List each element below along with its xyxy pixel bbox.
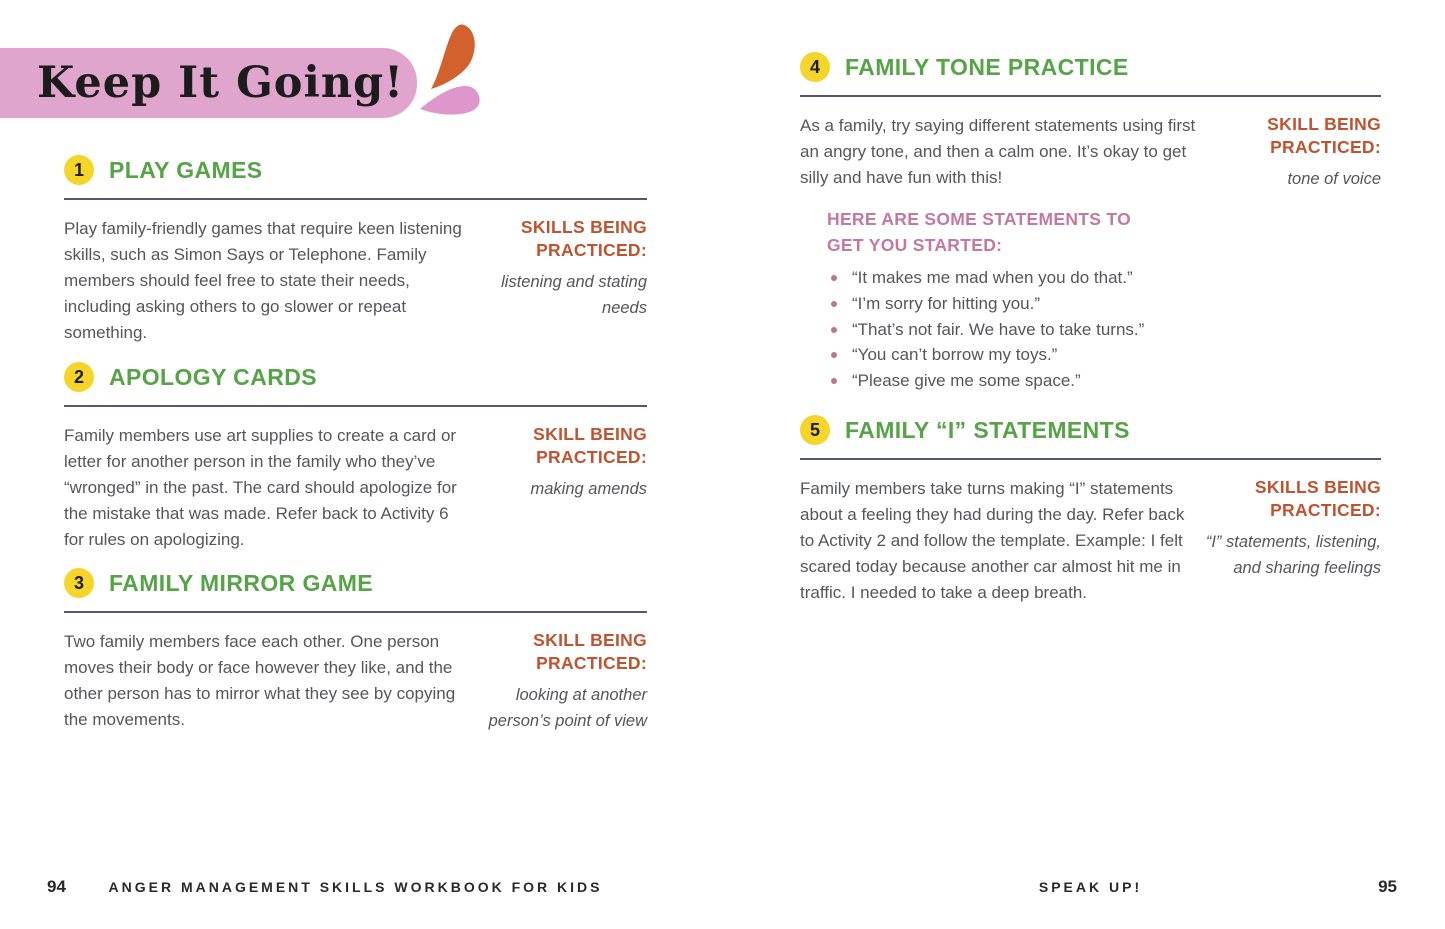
activity-number-badge: [800, 52, 830, 82]
skills-block: [1203, 113, 1381, 192]
activity-section-5: [800, 415, 1381, 606]
page-number-left: 94: [47, 877, 66, 896]
activity-title: FAMILY MIRROR GAME: [109, 569, 374, 596]
statement-item: “It makes me mad when you do that.”: [827, 265, 1381, 291]
activity-3-content: [64, 629, 647, 734]
running-head-right: SPEAK UP!: [1038, 879, 1143, 895]
activity-title: FAMILY “I” STATEMENTS: [845, 416, 1130, 443]
activity-body: Family members use art supplies to create a card or letter for another person in the family who they’ve “wronged” in the past. The card should apologize for the mistake that was made. Refer back to Activity 6 for rules on apologizing.: [64, 426, 457, 549]
skills-block: [469, 629, 647, 734]
activity-section-1: [64, 155, 647, 346]
activity-number-badge: [64, 568, 94, 598]
activity-5-content: [800, 476, 1381, 606]
page-number-right: 95: [1378, 877, 1397, 896]
skills-label: SKILL BEING PRACTICED:: [1267, 114, 1381, 157]
activity-5-header: [800, 415, 1381, 445]
statement-item: “You can’t borrow my toys.”: [827, 342, 1381, 368]
skills-block: [469, 216, 647, 346]
statements-block: [827, 206, 1381, 394]
activity-body: As a family, try saying different statements using first an angry tone, and then a calm one. It’s okay to get silly and have fun with this!: [800, 116, 1196, 187]
statements-title: HERE ARE SOME STATEMENTS TO GET YOU STARTED:: [827, 209, 1132, 255]
skills-value: looking at another person’s point of view: [488, 686, 647, 730]
skills-value: tone of voice: [1287, 170, 1381, 188]
skills-label: SKILLS BEING PRACTICED:: [1254, 477, 1381, 520]
skills-block: [469, 423, 647, 553]
divider-rule: [64, 611, 647, 613]
activity-title: APOLOGY CARDS: [109, 363, 317, 390]
skills-block: [1203, 476, 1381, 606]
activity-title: PLAY GAMES: [109, 156, 263, 183]
statements-list: [827, 265, 1381, 394]
skills-label: SKILL BEING PRACTICED:: [533, 424, 647, 467]
activity-number: 1: [73, 159, 84, 180]
skills-label: SKILL BEING PRACTICED:: [533, 630, 647, 673]
chapter-banner: [0, 48, 417, 118]
divider-rule: [800, 458, 1381, 460]
skills-value: listening and stating needs: [501, 273, 647, 317]
activity-2-content: [64, 423, 647, 553]
activity-section-3: [64, 568, 647, 734]
activity-title: FAMILY TONE PRACTICE: [845, 53, 1129, 80]
activity-section-2: [64, 362, 647, 553]
statement-item: “Please give me some space.”: [827, 368, 1381, 394]
activity-1-header: [64, 155, 647, 185]
activity-2-header: [64, 362, 647, 392]
activity-section-4: [800, 52, 1381, 394]
activity-body: Two family members face each other. One person moves their body or face however they like, and the other person has to mirror what they see by copying the movements.: [64, 632, 456, 729]
activity-number: 5: [809, 419, 820, 440]
activity-4-content: [800, 113, 1381, 192]
divider-rule: [64, 405, 647, 407]
activity-body: Family members take turns making “I” statements about a feeling they had during the day. Refer back to Activity 2 and follow the template. Example: I felt scared today because another car almost hit me in traffic. I needed to take a deep breath.: [800, 479, 1185, 602]
activity-number: 4: [809, 56, 820, 77]
statement-item: “That’s not fair. We have to take turns.”: [827, 317, 1381, 343]
skills-label: SKILLS BEING PRACTICED:: [520, 217, 647, 260]
activity-number-badge: [64, 362, 94, 392]
flame-swoosh-icon: [418, 24, 482, 116]
activity-1-content: [64, 216, 647, 346]
activity-number-badge: [64, 155, 94, 185]
activity-4-header: [800, 52, 1381, 82]
divider-rule: [800, 95, 1381, 97]
activity-3-header: [64, 568, 647, 598]
skills-value: “I” statements, listening, and sharing feelings: [1205, 533, 1381, 577]
activity-body: Play family-friendly games that require keen listening skills, such as Simon Says or Telephone. Family members should feel free to state their needs, including asking others to go slower or repeat something.: [64, 219, 462, 342]
divider-rule: [64, 198, 647, 200]
running-head-left: ANGER MANAGEMENT SKILLS WORKBOOK FOR KIDS: [108, 879, 603, 895]
skills-value: making amends: [530, 480, 647, 498]
activity-number-badge: [800, 415, 830, 445]
chapter-banner-title: Keep It Going!: [36, 58, 405, 108]
activity-number: 2: [73, 366, 84, 387]
statement-item: “I’m sorry for hitting you.”: [827, 291, 1381, 317]
activity-number: 3: [73, 572, 84, 593]
